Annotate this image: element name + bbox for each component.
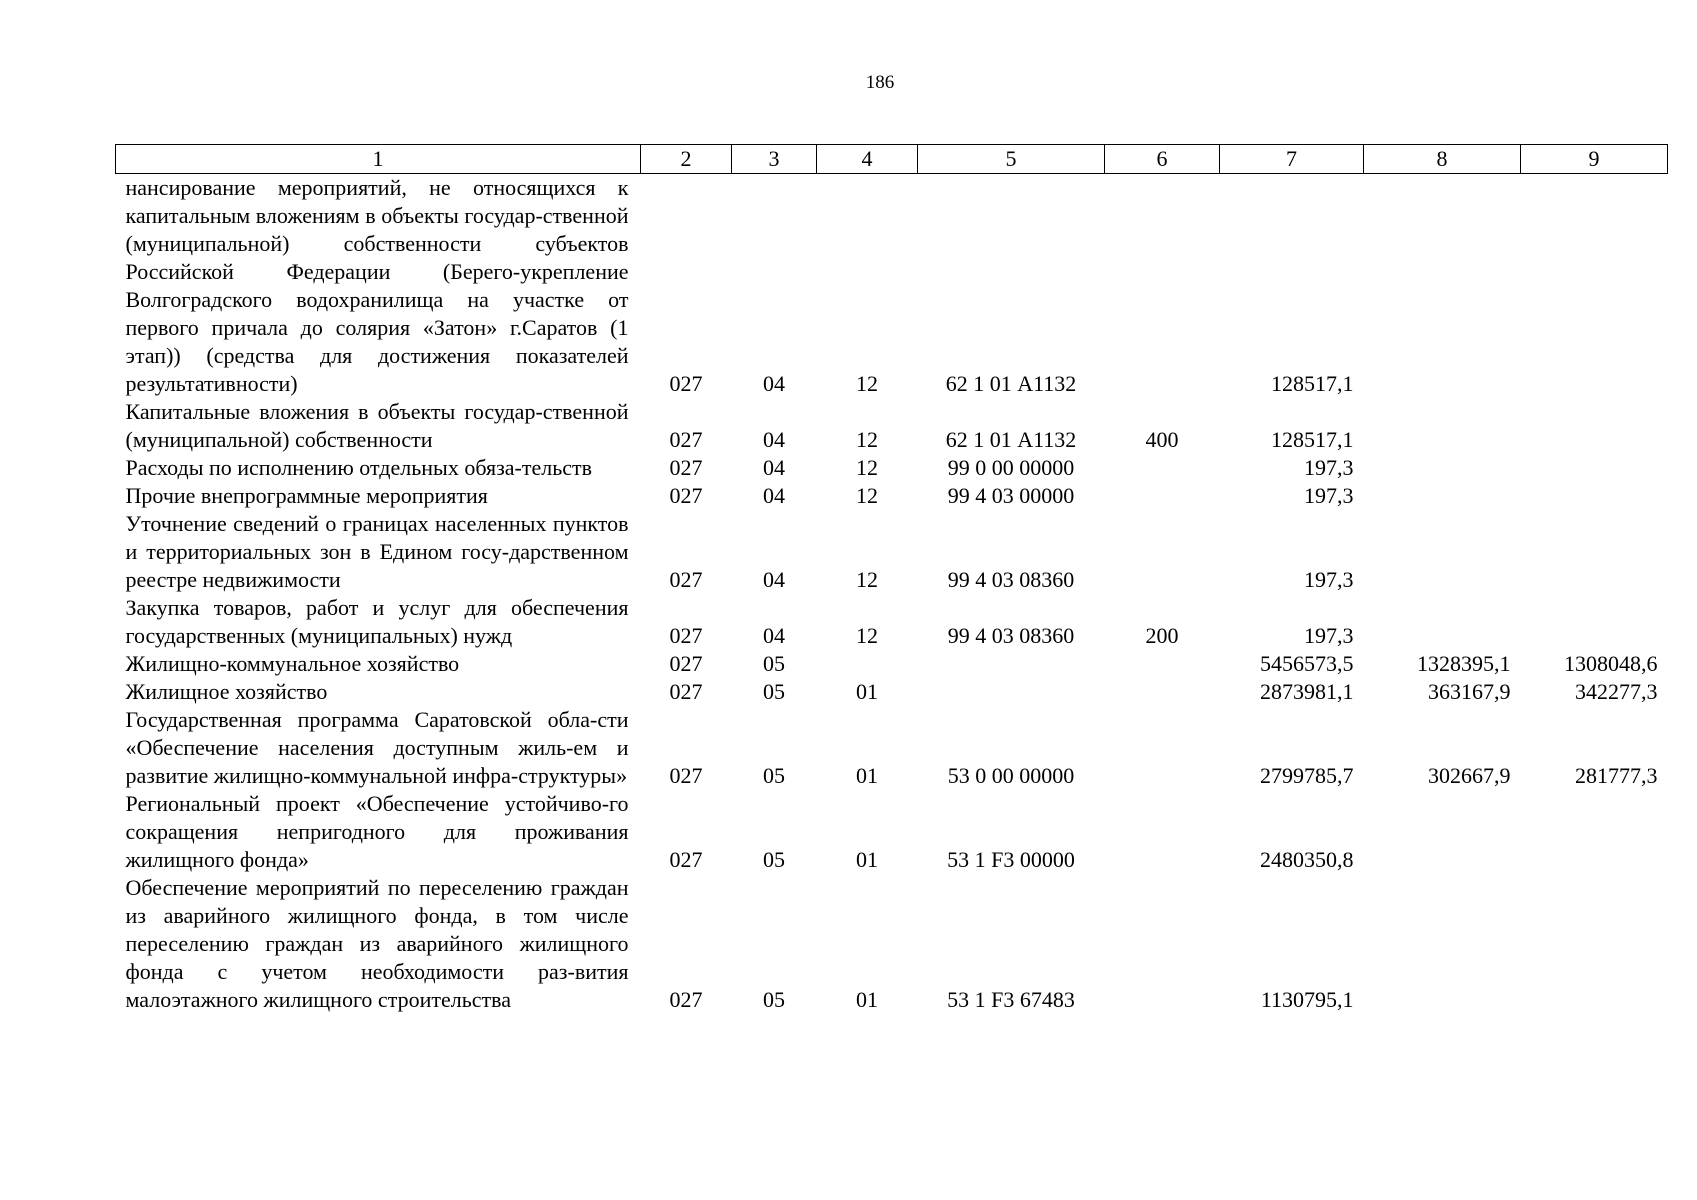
cell-ministry-code: 027 <box>669 987 703 1012</box>
cell-amount-col9: 281777,3 <box>1575 763 1658 788</box>
table-row <box>116 454 1668 482</box>
row-description: Жилищное хозяйство <box>125 679 328 704</box>
cell-expense-type: 400 <box>1145 427 1179 452</box>
cell-expense-type <box>1105 174 1220 399</box>
cell-amount-col8: 302667,9 <box>1428 763 1511 788</box>
cell-amount-col8 <box>1364 174 1521 399</box>
cell-ministry-code: 027 <box>669 763 703 788</box>
cell-target-item: 53 1 F3 00000 <box>947 847 1075 872</box>
cell-ministry-code: 027 <box>669 455 703 480</box>
cell-target-item: 99 0 00 00000 <box>947 455 1075 480</box>
cell-amount-col9: 1308048,6 <box>1564 651 1658 676</box>
cell-subsection-code: 01 <box>856 679 878 704</box>
cell-section-code: 04 <box>763 623 785 648</box>
cell-ministry-code: 027 <box>669 623 703 648</box>
cell-subsection-code: 01 <box>856 987 878 1012</box>
cell-section-code: 05 <box>763 679 785 704</box>
table-row <box>116 678 1668 706</box>
cell-amount-col8 <box>1364 594 1521 650</box>
cell-subsection-code: 12 <box>856 427 878 452</box>
table-row <box>116 790 1668 874</box>
cell-section-code: 05 <box>763 987 785 1012</box>
cell-amount-col8 <box>1364 790 1521 874</box>
cell-ministry-code: 027 <box>669 371 703 396</box>
row-description: Жилищно-коммунальное хозяйство <box>125 651 460 676</box>
cell-ministry-code: 027 <box>669 567 703 592</box>
row-description: Расходы по исполнению отдельных обяза-тельств <box>125 455 593 480</box>
cell-target-item <box>918 678 1105 706</box>
cell-expense-type <box>1105 874 1220 1014</box>
cell-ministry-code: 027 <box>669 679 703 704</box>
cell-expense-type <box>1105 510 1220 594</box>
cell-section-code: 04 <box>763 483 785 508</box>
cell-section-code: 05 <box>763 847 785 872</box>
cell-amount-col7: 197,3 <box>1304 483 1354 508</box>
table-row <box>116 510 1668 594</box>
cell-subsection-code: 12 <box>856 623 878 648</box>
column-header: 2 <box>641 145 732 174</box>
cell-amount-col8 <box>1364 482 1521 510</box>
column-header: 8 <box>1364 145 1521 174</box>
cell-ministry-code: 027 <box>669 651 703 676</box>
cell-target-item: 53 0 00 00000 <box>947 763 1075 788</box>
cell-amount-col9: 342277,3 <box>1575 679 1658 704</box>
cell-amount-col9 <box>1521 510 1668 594</box>
page-number: 186 <box>865 72 895 93</box>
cell-section-code: 05 <box>763 651 785 676</box>
row-description: Обеспечение мероприятий по переселению граждан из аварийного жилищного фонда, в том числе переселению граждан из аварийного жилищного фонда с учетом необходимости раз-вития малоэтажного жилищного строительства <box>125 875 629 1012</box>
column-header: 9 <box>1521 145 1668 174</box>
cell-amount-col9 <box>1521 874 1668 1014</box>
cell-ministry-code: 027 <box>669 483 703 508</box>
row-description: Уточнение сведений о границах населенных пунктов и территориальных зон в Едином госу-дарственном реестре недвижимости <box>125 511 629 592</box>
cell-subsection-code: 12 <box>856 567 878 592</box>
row-description: Прочие внепрограммные мероприятия <box>125 483 488 508</box>
row-description: Региональный проект «Обеспечение устойчиво-го сокращения непригодного для проживания жилищного фонда» <box>125 791 629 872</box>
cell-ministry-code: 027 <box>669 847 703 872</box>
cell-amount-col7: 5456573,5 <box>1260 651 1354 676</box>
cell-expense-type <box>1105 650 1220 678</box>
cell-target-item: 53 1 F3 67483 <box>947 987 1075 1012</box>
table-row <box>116 650 1668 678</box>
table-row <box>116 398 1668 454</box>
cell-expense-type <box>1105 706 1220 790</box>
table-row <box>116 174 1668 399</box>
column-number-header-row <box>116 145 1668 174</box>
column-header: 4 <box>817 145 918 174</box>
cell-subsection-code: 01 <box>856 847 878 872</box>
cell-subsection-code: 12 <box>856 483 878 508</box>
row-description: нансирование мероприятий, не относящихся к капитальным вложениям в объекты государ-ственной (муниципальной) собственности субъектов Российской Федерации (Берего-укрепление Волгоградского водохранилища на участке от первого причала до солярия «Затон» г.Саратов (1 этап)) (средства для достижения показателей результативности) <box>125 175 629 396</box>
cell-target-item: 99 4 03 08360 <box>947 623 1075 648</box>
cell-amount-col8: 1328395,1 <box>1417 651 1511 676</box>
cell-amount-col7: 1130795,1 <box>1260 987 1354 1012</box>
cell-amount-col9 <box>1521 482 1668 510</box>
cell-amount-col7: 2873981,1 <box>1260 679 1354 704</box>
cell-expense-type <box>1105 454 1220 482</box>
cell-expense-type <box>1105 790 1220 874</box>
cell-section-code: 04 <box>763 371 785 396</box>
cell-amount-col9 <box>1521 454 1668 482</box>
cell-section-code: 04 <box>763 427 785 452</box>
cell-amount-col7: 197,3 <box>1304 455 1354 480</box>
cell-expense-type <box>1105 678 1220 706</box>
cell-section-code: 05 <box>763 763 785 788</box>
cell-subsection-code <box>817 650 918 678</box>
table-body <box>116 174 1668 1015</box>
cell-amount-col9 <box>1521 790 1668 874</box>
table-row <box>116 594 1668 650</box>
budget-table <box>115 144 1668 1014</box>
row-description: Капитальные вложения в объекты государ-ственной (муниципальной) собственности <box>125 399 629 452</box>
cell-amount-col7: 128517,1 <box>1271 427 1354 452</box>
cell-target-item <box>918 650 1105 678</box>
table-row <box>116 706 1668 790</box>
cell-expense-type <box>1105 482 1220 510</box>
cell-subsection-code: 12 <box>856 455 878 480</box>
cell-amount-col8 <box>1364 454 1521 482</box>
table-row <box>116 874 1668 1014</box>
cell-amount-col8 <box>1364 874 1521 1014</box>
cell-amount-col7: 2480350,8 <box>1260 847 1354 872</box>
table-row <box>116 482 1668 510</box>
cell-target-item: 62 1 01 А1132 <box>945 371 1077 396</box>
cell-amount-col7: 2799785,7 <box>1260 763 1354 788</box>
cell-ministry-code: 027 <box>669 427 703 452</box>
column-header: 5 <box>918 145 1105 174</box>
row-description: Государственная программа Саратовской обла-сти «Обеспечение населения доступным жиль-ем и развитие жилищно-коммунальной инфра-структуры» <box>125 707 629 788</box>
cell-amount-col9 <box>1521 594 1668 650</box>
cell-expense-type: 200 <box>1145 623 1179 648</box>
cell-target-item: 99 4 03 08360 <box>947 567 1075 592</box>
cell-subsection-code: 01 <box>856 763 878 788</box>
cell-amount-col8: 363167,9 <box>1428 679 1511 704</box>
cell-section-code: 04 <box>763 567 785 592</box>
cell-amount-col8 <box>1364 510 1521 594</box>
cell-section-code: 04 <box>763 455 785 480</box>
cell-amount-col9 <box>1521 398 1668 454</box>
column-header: 6 <box>1105 145 1220 174</box>
cell-amount-col7: 197,3 <box>1304 623 1354 648</box>
row-description: Закупка товаров, работ и услуг для обеспечения государственных (муниципальных) нужд <box>125 595 629 648</box>
cell-target-item: 99 4 03 00000 <box>947 483 1075 508</box>
cell-amount-col7: 128517,1 <box>1271 371 1354 396</box>
column-header: 3 <box>732 145 817 174</box>
cell-amount-col7: 197,3 <box>1304 567 1354 592</box>
cell-subsection-code: 12 <box>856 371 878 396</box>
column-header: 7 <box>1220 145 1364 174</box>
cell-amount-col9 <box>1521 174 1668 399</box>
column-header: 1 <box>116 145 641 174</box>
cell-amount-col8 <box>1364 398 1521 454</box>
cell-target-item: 62 1 01 А1132 <box>945 427 1077 452</box>
